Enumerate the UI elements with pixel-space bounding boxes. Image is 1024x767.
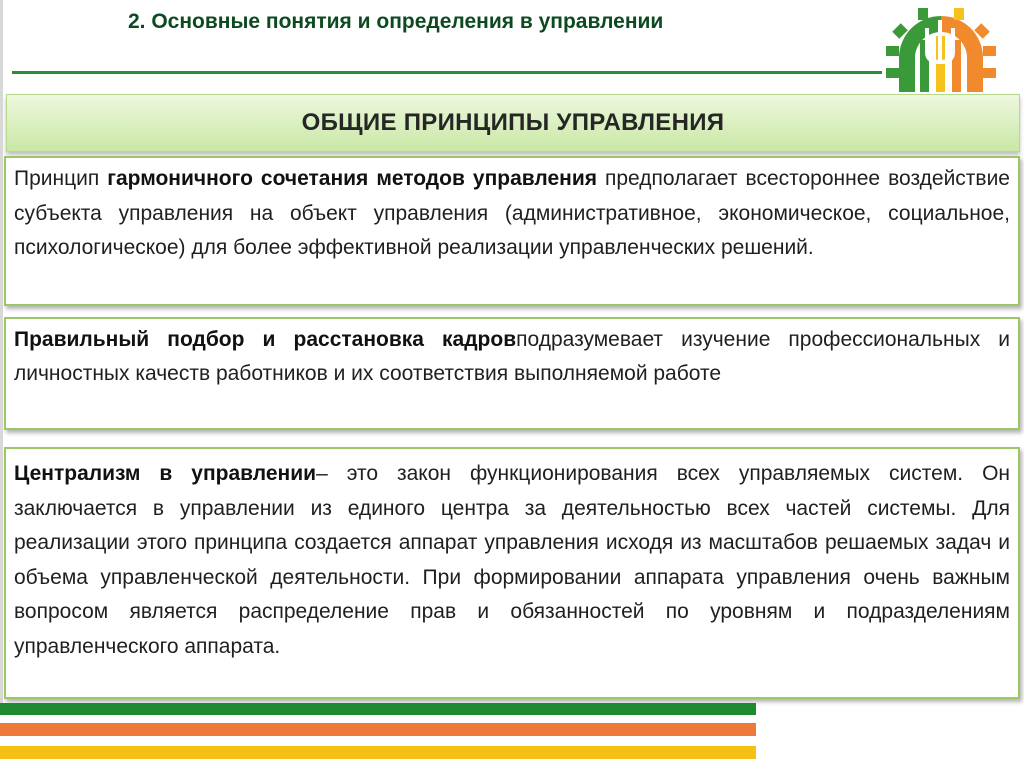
principle-box-centralism bbox=[4, 447, 1020, 699]
principle-lead: Принцип bbox=[14, 167, 108, 190]
banner-title: ОБЩИЕ ПРИНЦИПЫ УПРАВЛЕНИЯ bbox=[301, 109, 725, 136]
footer-stripe-orange bbox=[0, 723, 756, 736]
gear-logo-icon bbox=[878, 6, 1004, 98]
principle-box-methods bbox=[4, 156, 1020, 306]
principle-term: Централизм в управлении bbox=[14, 462, 317, 485]
principle-text: подразумевает изучение профессиональных и личностных качеств работников и их соответствия выполняемой работе bbox=[14, 328, 1010, 385]
header-divider bbox=[12, 71, 882, 74]
left-margin-rule bbox=[0, 0, 3, 705]
footer-stripe-green bbox=[0, 703, 756, 715]
principle-text: – это закон функционирования всех управляемых систем. Он заключается в управлении из единого центра за деятельностью всех частей системы. Для реализации этого принципа создается аппарат управления исходя из масштабов решаемых задач и объема управленческой деятельности. При формировании аппарата управления очень важным вопросом является распределение прав и обязанностей по уровням и подразделениям управленческого аппарата. bbox=[14, 462, 1011, 658]
principle-term: гармоничного сочетания методов управления bbox=[107, 167, 597, 190]
section-banner bbox=[6, 94, 1020, 152]
footer-stripe-yellow bbox=[0, 746, 756, 759]
principle-box-staffing bbox=[4, 317, 1020, 430]
page-title: 2. Основные понятия и определения в управлении bbox=[128, 10, 664, 33]
principle-term: Правильный подбор и расстановка кадров bbox=[14, 328, 517, 351]
principle-text: предполагает всестороннее воздействие субъекта управления на объект управления (административное, экономическое, социальное, психологическое) для более эффективной реализации управленческих решений. bbox=[14, 167, 1010, 259]
